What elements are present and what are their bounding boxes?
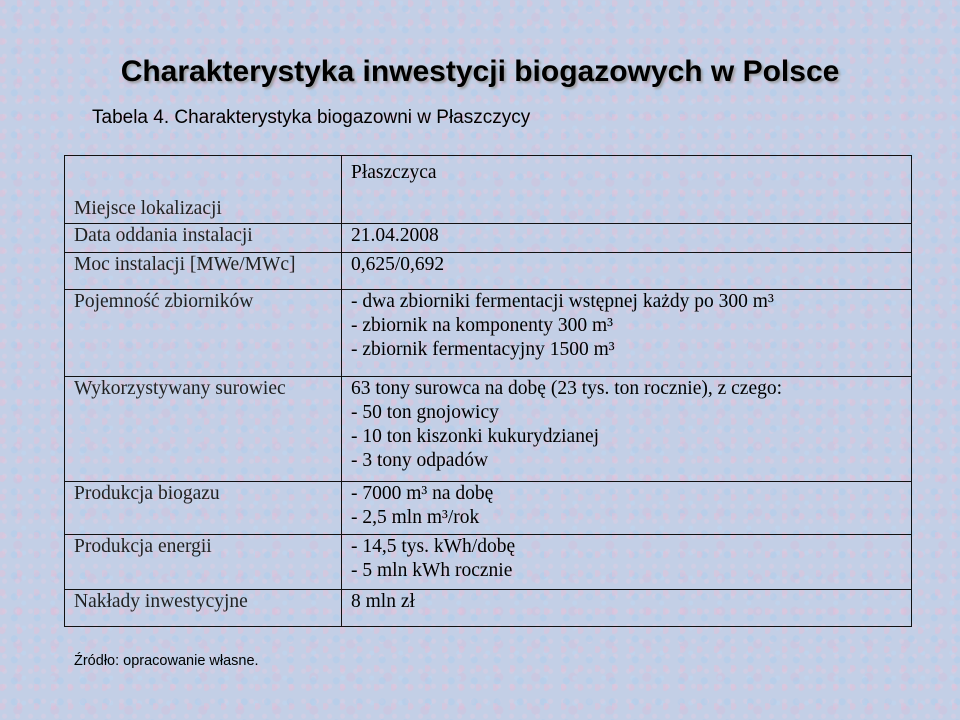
table-row-location [65,156,912,224]
row-label-commissioning-date: Data oddania instalacji [65,224,342,253]
row-value-raw-material [342,377,912,482]
row-value-commissioning-date [342,224,912,253]
value-line: - 10 ton kiszonki kukurydzianej [351,426,600,447]
source-note: Źródło: opracowanie własne. [74,653,259,669]
row-value-biogas-production [342,482,912,535]
value-line: 21.04.2008 [351,225,439,246]
table-row-tank-capacity [65,290,912,377]
value-line: - 7000 m³ na dobę [351,483,494,504]
value-line: 63 tony surowca na dobę (23 tys. ton rocznie), z czego: [351,378,783,399]
row-value-location [342,156,912,224]
row-label-tank-capacity: Pojemność zbiorników [65,290,342,377]
value-line: - dwa zbiorniki fermentacji wstępnej każdy po 300 m³ [351,291,774,312]
value-line: - 5 mln kWh rocznie [351,560,513,581]
value-line: - 14,5 tys. kWh/dobę [351,536,516,557]
row-value-energy-production [342,535,912,590]
value-line: - zbiornik fermentacyjny 1500 m³ [351,339,615,360]
table-row-commissioning-date [65,224,912,253]
value-line: 8 mln zł [351,591,415,612]
table-caption: Tabela 4. Charakterystyka biogazowni w Płaszczycy [92,107,531,128]
row-label-investment-cost: Nakłady inwestycyjne [65,590,342,627]
row-label-raw-material: Wykorzystywany surowiec [65,377,342,482]
biogas-plant-table [64,155,912,627]
row-label-biogas-production: Produkcja biogazu [65,482,342,535]
value-line: - 3 tony odpadów [351,450,489,471]
row-label-location: Miejsce lokalizacji [65,156,342,224]
row-value-installed-power [342,253,912,290]
page-title: Charakterystyka inwestycji biogazowych w Polsce [120,55,840,88]
table-row-investment-cost [65,590,912,627]
row-label-installed-power: Moc instalacji [MWe/MWc] [65,253,342,290]
row-label-energy-production: Produkcja energii [65,535,342,590]
value-line: - zbiornik na komponenty 300 m³ [351,315,614,336]
value-line: 0,625/0,692 [351,254,445,275]
table-row-biogas-production [65,482,912,535]
row-value-investment-cost [342,590,912,627]
row-value-tank-capacity [342,290,912,377]
table-row-installed-power [65,253,912,290]
table-row-raw-material [65,377,912,482]
value-line: - 2,5 mln m³/rok [351,507,480,528]
value-line: - 50 ton gnojowicy [351,402,499,423]
value-line: Płaszczyca [351,162,437,183]
table-row-energy-production [65,535,912,590]
